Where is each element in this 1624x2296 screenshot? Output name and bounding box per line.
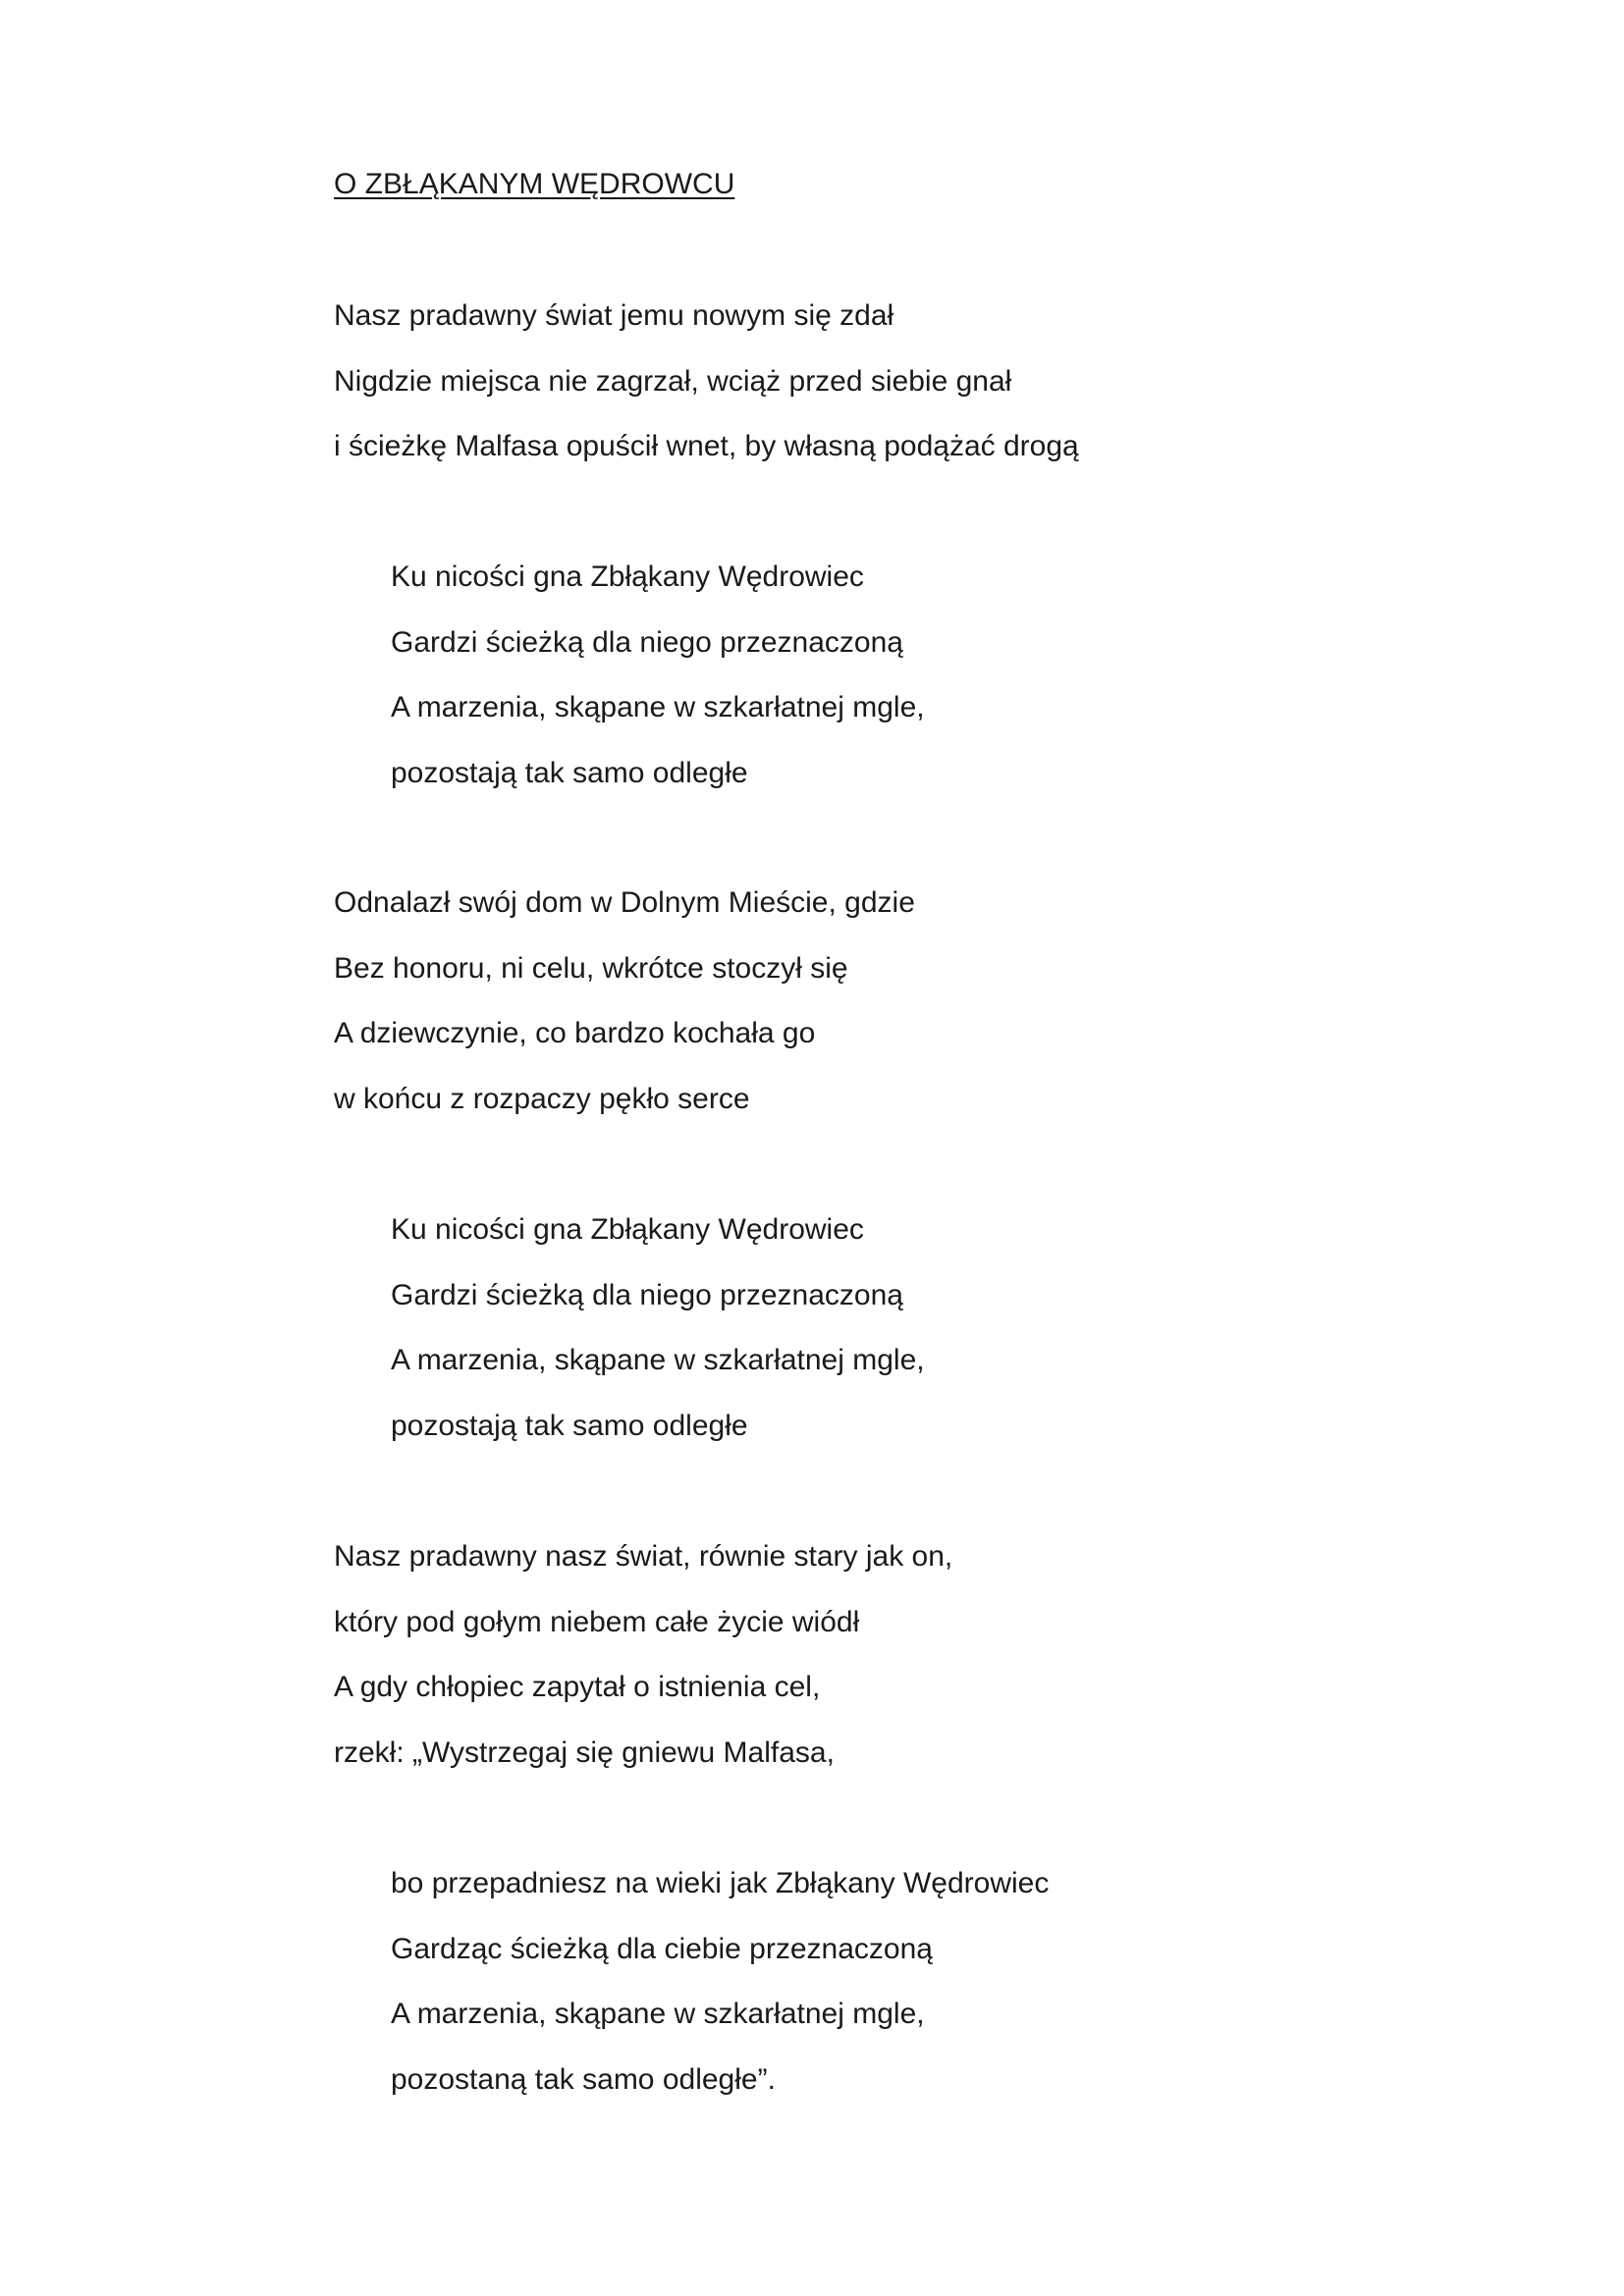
stanza-verse-3 <box>334 1524 952 1786</box>
poem-line: A gdy chłopiec zapytał o istnienia cel, <box>334 1671 821 1703</box>
poem-line: Nigdzie miejsca nie zagrzał, wciąż przed siebie gnał <box>334 364 1012 398</box>
poem-line: Odnalazł swój dom w Dolnym Mieście, gdzie <box>334 886 915 919</box>
poem-line: bo przepadniesz na wieki jak Zbłąkany Wędrowiec <box>391 1867 1050 1899</box>
poem-line: Bez honoru, ni celu, wkrótce stoczył się <box>334 951 848 985</box>
stanza-verse-1 <box>334 284 1079 480</box>
poem-line: pozostaną tak samo odległe”. <box>391 2062 776 2096</box>
poem-line: A marzenia, skąpane w szkarłatnej mgle, <box>391 1998 925 2030</box>
poem-title: O ZBŁĄKANYM WĘDROWCU <box>334 168 735 200</box>
poem-line: Gardzi ścieżką dla niego przeznaczoną <box>391 1278 903 1311</box>
poem-line: pozostają tak samo odległe <box>391 1409 748 1442</box>
poem-line: Gardząc ścieżką dla ciebie przeznaczoną <box>391 1932 933 1965</box>
poem-line: A dziewczynie, co bardzo kochała go <box>334 1017 816 1049</box>
poem-line: Nasz pradawny świat jemu nowym się zdał <box>334 299 894 332</box>
poem-line: rzekł: „Wystrzegaj się gniewu Malfasa, <box>334 1735 835 1769</box>
poem-line: i ścieżkę Malfasa opuścił wnet, by własną podążać drogą <box>334 430 1079 462</box>
poem-line: w końcu z rozpaczy pękło serce <box>334 1082 750 1115</box>
poem-line: Ku nicości gna Zbłąkany Wędrowiec <box>391 1213 864 1246</box>
stanza-refrain-2 <box>391 1198 925 1459</box>
stanza-verse-2 <box>334 871 915 1132</box>
stanza-refrain-3 <box>391 1851 1049 2112</box>
poem-line: Nasz pradawny nasz świat, równie stary jak on, <box>334 1540 953 1573</box>
poem-line: Ku nicości gna Zbłąkany Wędrowiec <box>391 561 864 593</box>
poem-line: który pod gołym niebem całe życie wiódł <box>334 1605 860 1638</box>
stanza-refrain-1 <box>391 545 925 806</box>
poem-line: A marzenia, skąpane w szkarłatnej mgle, <box>391 691 925 723</box>
poem-line: Gardzi ścieżką dla niego przeznaczoną <box>391 625 903 659</box>
poem-line: pozostają tak samo odległe <box>391 756 748 789</box>
poem-line: A marzenia, skąpane w szkarłatnej mgle, <box>391 1344 925 1376</box>
